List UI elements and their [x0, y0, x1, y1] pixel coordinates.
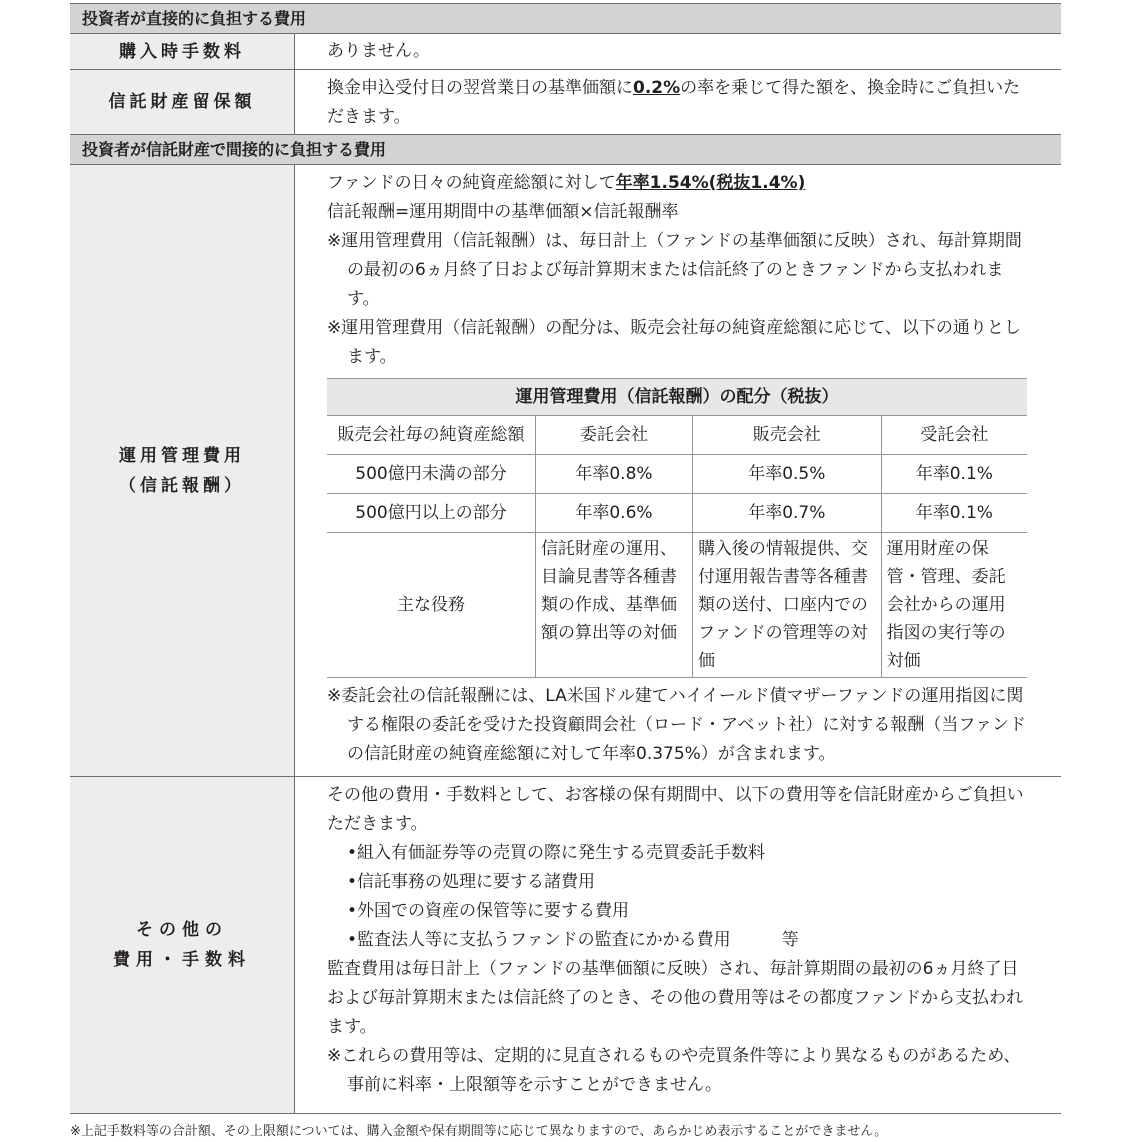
table-cell: 500億円未満の部分: [327, 455, 536, 494]
table-row-roles: [327, 533, 1027, 678]
table-cell: 年率0.7%: [692, 494, 881, 533]
role-trustor: 信託財産の運用、目論見書等各種書類の作成、基準価額の算出等の対価: [536, 533, 693, 678]
table-row: [327, 455, 1027, 494]
row-other-fees: [70, 777, 1061, 1113]
header-net-assets: 販売会社毎の純資産総額: [327, 416, 536, 455]
table-cell: 年率0.1%: [881, 494, 1027, 533]
other-fees-value: [295, 777, 1061, 1113]
other-fees-intro: その他の費用・手数料として、お客様の保有期間中、以下の費用等を信託財産からご負担いただきます。: [327, 785, 1024, 834]
table-cell: 年率0.8%: [536, 455, 693, 494]
reserve-rate: 0.2%: [633, 78, 681, 98]
list-item: •外国での資産の保管等に要する費用: [347, 901, 630, 921]
table-cell: 年率0.6%: [536, 494, 693, 533]
fee-distribution-table: [327, 378, 1027, 678]
header-distributor: 販売会社: [692, 416, 881, 455]
management-fee-intro-text: ファンドの日々の純資産総額に対して: [327, 173, 616, 193]
table-header-row: [327, 416, 1027, 455]
management-fee-note-2: ※運用管理費用（信託報酬）の配分は、販売会社毎の純資産総額に応じて、以下の通りとします。: [327, 318, 1021, 367]
footnote: ※上記手数料等の合計額、その上限額については、購入金額や保有期間等に応じて異なりますので、あらかじめ表示することができません。: [70, 1124, 888, 1139]
management-fee-note-1: ※運用管理費用（信託報酬）は、毎日計上（ファンドの基準価額に反映）され、毎計算期間の最初の6ヵ月終了日および毎計算期末または信託終了のときファンドから支払われます。: [327, 231, 1022, 309]
reserve-value: [295, 70, 1061, 134]
management-fee-value: [295, 165, 1061, 776]
management-fee-rate: 年率1.54%(税抜1.4%): [615, 173, 806, 193]
other-fees-label-line2: 費用・手数料: [113, 950, 251, 970]
reserve-text-before: 換金申込受付日の翌営業日の基準価額に: [327, 78, 633, 98]
management-fee-note-3: ※委託会社の信託報酬には、LA米国ドル建てハイイールド債マザーファンドの運用指図に関する権限の委託を受けた投資顧問会社（ロード・アベット社）に対する報酬（当ファンドの信託財産の純資産総額に対して年率0.375%）が含まれます。: [327, 686, 1026, 764]
management-fee-formula: 信託報酬=運用期間中の基準価額×信託報酬率: [327, 202, 679, 222]
row-management-fee: [70, 165, 1061, 777]
row-purchase-fee: [70, 34, 1061, 70]
role-distributor: 購入後の情報提供、交付運用報告書等各種書類の送付、口座内でのファンドの管理等の対価: [692, 533, 881, 678]
other-fees-audit: 監査費用は毎日計上（ファンドの基準価額に反映）され、毎計算期間の最初の6ヵ月終了日および毎計算期末または信託終了のとき、その他の費用等はその都度ファンドから支払われます。: [327, 959, 1023, 1037]
row-reserve: [70, 70, 1061, 135]
management-fee-label: [70, 165, 295, 776]
purchase-fee-value: ありません。: [327, 41, 431, 61]
management-fee-label-line1: 運用管理費用: [119, 445, 245, 466]
purchase-fee-label: 購入時手数料: [70, 34, 295, 69]
header-trustor: 委託会社: [536, 416, 693, 455]
list-item: •監査法人等に支払うファンドの監査にかかる費用 等: [347, 930, 799, 950]
roles-label: 主な役務: [327, 533, 536, 678]
other-fees-label-line1: その他の: [136, 920, 228, 940]
other-fees-label: [70, 777, 295, 1113]
distribution-table-caption: 運用管理費用（信託報酬）の配分（税抜）: [327, 379, 1027, 416]
list-item: •信託事務の処理に要する諸費用: [347, 872, 596, 892]
section-header-direct-costs: 投資者が直接的に負担する費用: [70, 4, 1061, 34]
table-cell: 年率0.1%: [881, 455, 1027, 494]
list-item: •組入有価証券等の売買の際に発生する売買委託手数料: [347, 843, 766, 863]
section-header-indirect-costs: 投資者が信託財産で間接的に負担する費用: [70, 135, 1061, 165]
table-cell: 年率0.5%: [692, 455, 881, 494]
table-row: [327, 494, 1027, 533]
reserve-text-after: の率を乗じて得た額を、換金時にご負担いただきます。: [327, 78, 1021, 127]
table-cell: 500億円以上の部分: [327, 494, 536, 533]
management-fee-intro: [327, 169, 1029, 198]
other-fees-note: ※これらの費用等は、定期的に見直されるものや売買条件等により異なるものがあるため、事前に料率・上限額等を示すことができません。: [327, 1046, 1021, 1095]
management-fee-label-line2: （信託報酬）: [119, 475, 245, 496]
reserve-label: 信託財産留保額: [70, 70, 295, 134]
header-trustee: 受託会社: [881, 416, 1027, 455]
role-trustee: 運用財産の保管・管理、委託会社からの運用指図の実行等の対価: [881, 533, 1027, 678]
fee-table: [70, 3, 1061, 1114]
